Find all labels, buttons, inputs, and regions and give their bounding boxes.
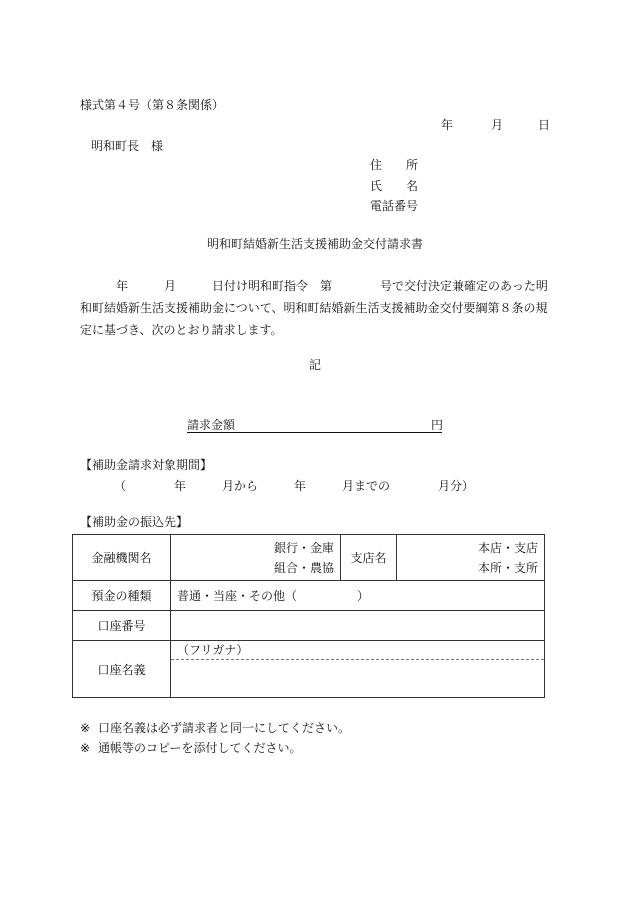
amount-label: 請求金額 <box>187 418 236 432</box>
table-row-bank <box>73 535 545 581</box>
bank-name-label: 金融機関名 <box>73 535 171 581</box>
applicant-phone-label: 電話番号 <box>370 199 419 213</box>
form-number: 様式第４号（第８条関係） <box>80 98 225 112</box>
table-row-account-number <box>73 611 545 641</box>
furigana-label: （フリガナ） <box>171 641 544 660</box>
deposit-type-options[interactable]: 普通・当座・その他（ ） <box>171 581 545 611</box>
table-row-account-holder <box>73 641 545 698</box>
note-1-text: 口座名義は必ず請求者と同一にしてください。 <box>98 721 351 735</box>
amount-underline <box>187 432 442 433</box>
date-year-label: 年 <box>441 118 454 132</box>
account-number-field[interactable] <box>171 611 545 641</box>
branch-type-cell[interactable] <box>397 535 545 581</box>
transfer-table-wrapper <box>72 534 544 698</box>
account-holder-label: 口座名義 <box>73 641 171 698</box>
transfer-heading: 【補助金の振込先】 <box>80 515 189 529</box>
account-holder-field[interactable] <box>171 641 545 698</box>
period-heading: 【補助金請求対象期間】 <box>80 458 213 472</box>
bank-type-line2: 組合・農協 <box>273 560 334 575</box>
date-month-label: 月 <box>491 118 504 132</box>
amount-unit: 円 <box>431 418 444 432</box>
bank-type-line1: 銀行・金庫 <box>273 540 334 555</box>
bank-type-cell[interactable] <box>171 535 341 581</box>
addressee: 明和町長 様 <box>91 139 164 153</box>
transfer-table <box>72 534 545 698</box>
request-body-text: 年 月 日付け明和町指令 第 号で交付決定兼確定のあった明和町結婚新生活支援補助金について、明和町結婚新生活支援補助金交付要綱第８条の規定に基づき、次のとおり請求します。 <box>80 279 548 337</box>
period-line: （ 年 月から 年 月までの 月分） <box>114 479 475 493</box>
note-2-text: 通帳等のコピーを添付してください。 <box>98 741 302 755</box>
applicant-address-label: 住 所 <box>370 158 419 172</box>
deposit-type-label: 預金の種類 <box>73 581 171 611</box>
branch-name-label: 支店名 <box>341 535 397 581</box>
ki-marker: 記 <box>308 358 321 372</box>
account-number-label: 口座番号 <box>73 611 171 641</box>
table-row-deposit <box>73 581 545 611</box>
branch-type-line2: 本所・支所 <box>477 560 538 575</box>
note-2 <box>80 740 302 756</box>
applicant-name-label: 氏 名 <box>370 179 419 193</box>
account-holder-name-area <box>171 660 544 697</box>
note-asterisk: ※ <box>80 721 91 735</box>
branch-type-line1: 本店・支店 <box>477 540 538 555</box>
note-1 <box>80 720 350 736</box>
date-day-label: 日 <box>538 118 551 132</box>
document-title: 明和町結婚新生活支援補助金交付請求書 <box>206 237 423 251</box>
note-asterisk: ※ <box>80 741 91 755</box>
